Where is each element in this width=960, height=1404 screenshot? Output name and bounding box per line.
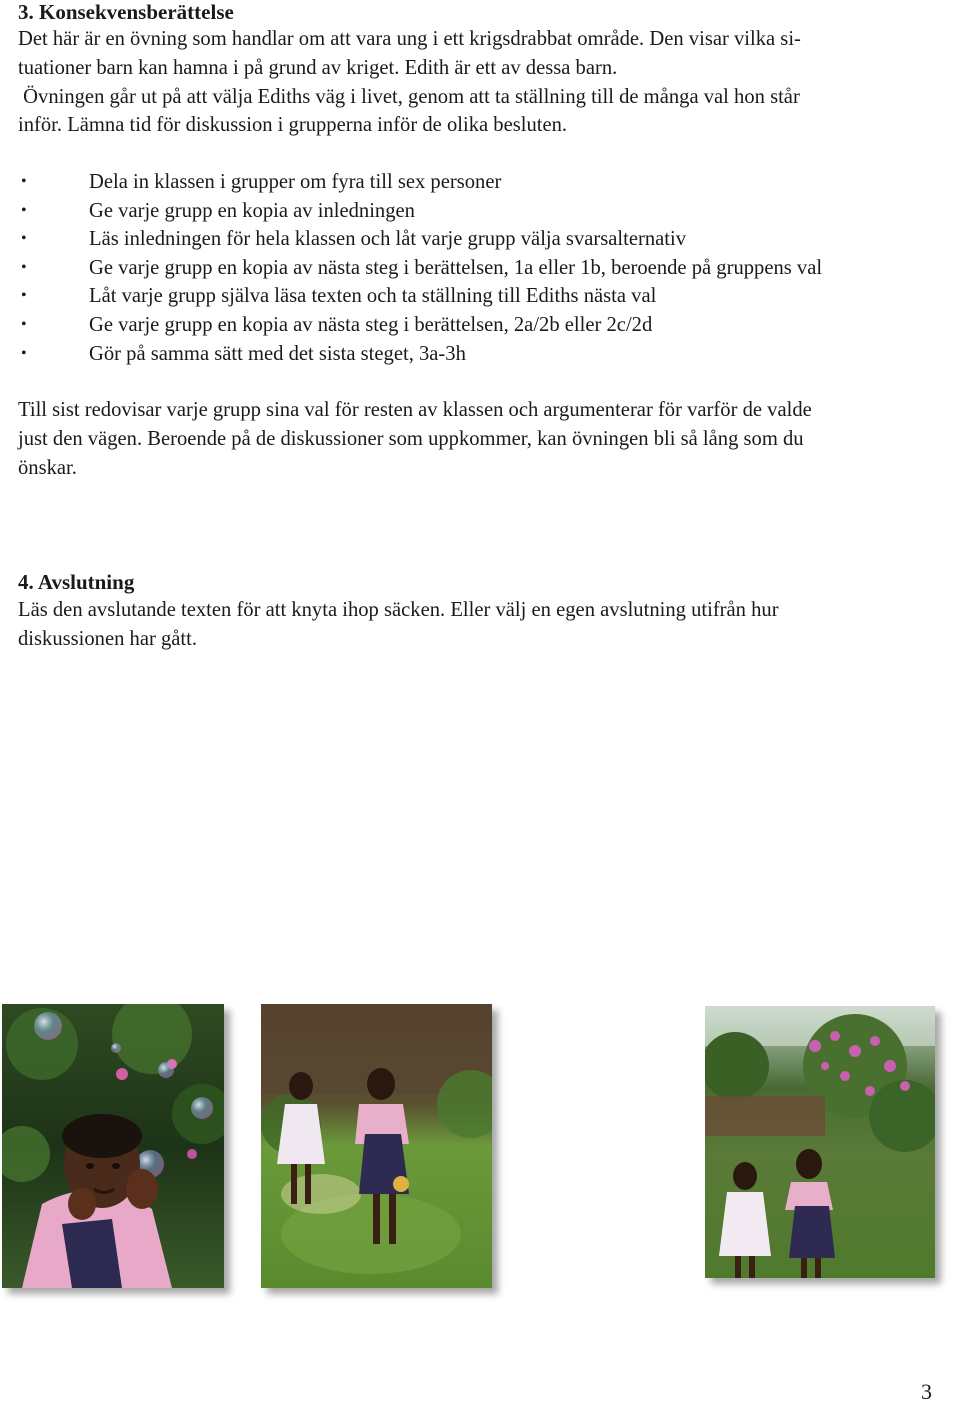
photo-girl-catching-bubbles-closeup bbox=[2, 1004, 224, 1288]
intro-line: Det här är en övning som handlar om att vara ung i ett krigsdrabbat område. Den visar vilka si- bbox=[18, 28, 801, 50]
list-item bbox=[18, 311, 822, 340]
section-4-heading: 4. Avslutning bbox=[18, 570, 135, 594]
list-item bbox=[18, 254, 822, 283]
bullet-icon: • bbox=[21, 201, 27, 219]
photo-2-image bbox=[261, 1004, 492, 1288]
intro-line: inför. Lämna tid för diskussion i grupperna inför de olika besluten. bbox=[18, 114, 568, 137]
bullet-icon: • bbox=[21, 173, 27, 190]
list-item-text: Ge varje grupp en kopia av inledningen bbox=[89, 199, 415, 222]
bullet-icon: • bbox=[21, 344, 27, 362]
section-4-line: diskussionen har gått. bbox=[18, 627, 198, 650]
list-item bbox=[18, 282, 822, 311]
list-item-text: Dela in klassen i grupper om fyra till sex personer bbox=[89, 171, 502, 193]
list-item bbox=[18, 168, 822, 197]
list-item-text: Ge varje grupp en kopia av nästa steg i berättelsen, 2a/2b eller 2c/2d bbox=[89, 313, 653, 336]
list-item-text: Gör på samma sätt med det sista steget, 3a-3h bbox=[89, 342, 466, 365]
bullet-icon: • bbox=[21, 258, 27, 276]
list-item bbox=[18, 340, 822, 369]
list-item-text: Läs inledningen för hela klassen och låt varje grupp välja svarsalternativ bbox=[89, 228, 687, 251]
section-3-closing bbox=[18, 396, 812, 482]
closing-line: just den vägen. Beroende på de diskussioner som uppkommer, kan övningen bli så lång som du bbox=[18, 427, 804, 450]
intro-line: Övningen går ut på att välja Ediths väg i livet, genom att ta ställning till de många val hon står bbox=[18, 85, 800, 108]
bullet-icon: • bbox=[21, 315, 27, 333]
photo-3-image bbox=[705, 1006, 935, 1278]
list-item-text: Ge varje grupp en kopia av nästa steg i berättelsen, 1a eller 1b, beroende på gruppens val bbox=[89, 256, 823, 279]
list-item bbox=[18, 197, 822, 226]
closing-line: önskar. bbox=[18, 456, 77, 479]
section-4-text bbox=[18, 596, 779, 654]
bullet-icon: • bbox=[21, 287, 27, 305]
intro-line: tuationer barn kan hamna i på grund av kriget. Edith är ett av dessa barn. bbox=[18, 56, 618, 79]
list-item bbox=[18, 225, 822, 254]
section-3-heading: 3. Konsekvensberättelse bbox=[18, 0, 234, 24]
section-4-line: Läs den avslutande texten för att knyta ihop säcken. Eller välj en egen avslutning utifrån hur bbox=[18, 599, 779, 621]
photo-1-image bbox=[2, 1004, 224, 1288]
page-number: 3 bbox=[921, 1379, 932, 1404]
bullet-icon: • bbox=[21, 230, 27, 248]
section-3-intro bbox=[18, 25, 801, 140]
photo-two-girls-in-garden-with-flowers bbox=[705, 1006, 935, 1278]
instruction-list bbox=[18, 168, 822, 368]
closing-line: Till sist redovisar varje grupp sina val för resten av klassen och argumenterar för varför de valde bbox=[18, 399, 812, 421]
list-item-text: Låt varje grupp själva läsa texten och ta ställning till Ediths nästa val bbox=[89, 285, 657, 308]
photo-two-girls-on-grass bbox=[261, 1004, 492, 1288]
